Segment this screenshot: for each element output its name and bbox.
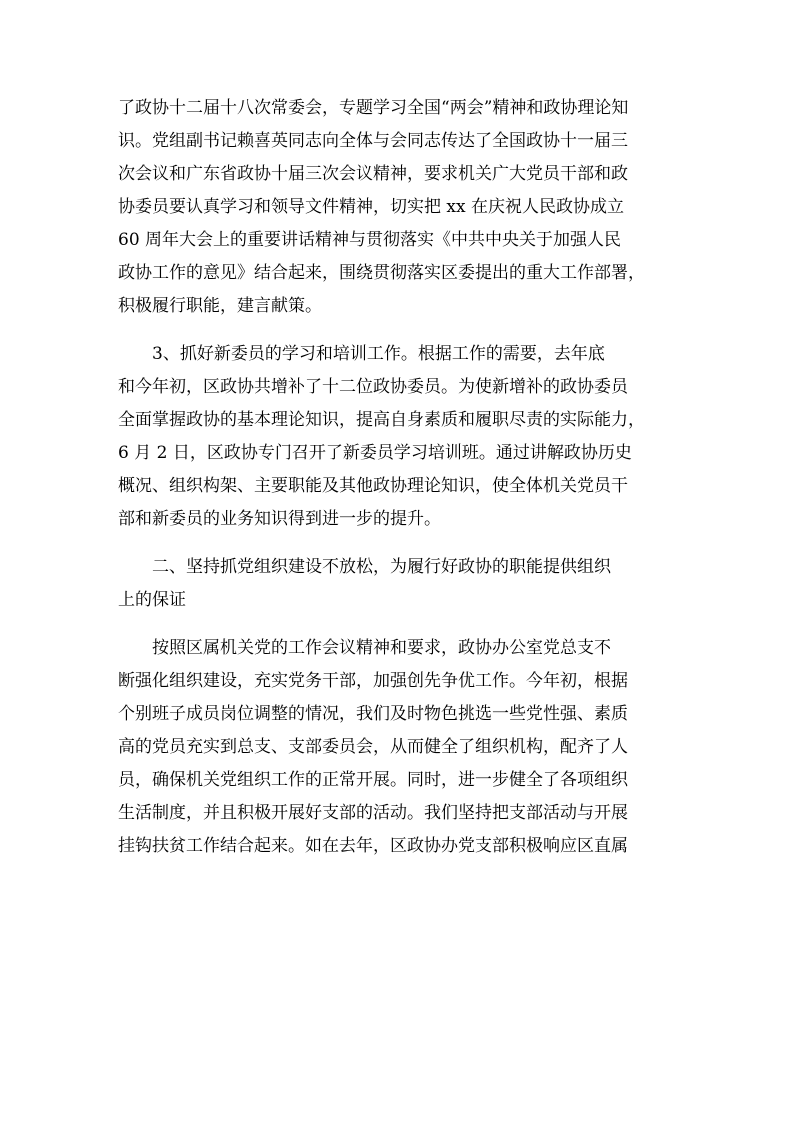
text-line: 政协工作的意见》结合起来，围绕贯彻落实区委提出的重大工作部署， (118, 263, 645, 283)
text-line: 和今年初，区政协共增补了十二位政协委员。为使新增补的政协委员 (118, 377, 628, 397)
text-line: 60 周年大会上的重要讲话精神与贯彻落实《中共中央关于加强人民 (118, 230, 622, 250)
text-line: 二、坚持抓党组织建设不放松，为履行好政协的职能提供组织 (152, 557, 611, 577)
text-line: 上的保证 (118, 590, 186, 610)
section-heading-2 (118, 551, 678, 617)
text-line: 断强化组织建设，充实党务干部，加强创先争优工作。今年初，根据 (118, 671, 628, 691)
text-line: 个别班子成员岗位调整的情况，我们及时物色挑选一些党性强、素质 (118, 704, 628, 724)
text-line: 次会议和广东省政协十届三次会议精神，要求机关广大党员干部和政 (118, 164, 628, 184)
document-body (118, 92, 678, 878)
text-line: 按照区属机关党的工作会议精神和要求，政协办公室党总支不 (152, 638, 611, 658)
text-line: 员，确保机关党组织工作的正常开展。同时，进一步健全了各项组织 (118, 770, 628, 790)
text-line: 概况、组织构架、主要职能及其他政协理论知识，使全体机关党员干 (118, 476, 628, 496)
text-line: 6 月 2 日，区政协专门召开了新委员学习培训班。通过讲解政协历史 (118, 443, 632, 463)
text-line: 高的党员充实到总支、支部委员会，从而健全了组织机构，配齐了人 (118, 737, 628, 757)
text-line: 了政协十二届十八次常委会，专题学习全国“两会”精神和政协理论知 (118, 98, 629, 118)
text-line: 部和新委员的业务知识得到进一步的提升。 (118, 509, 441, 529)
text-line: 识。党组副书记赖喜英同志向全体与会同志传达了全国政协十一届三 (118, 131, 628, 151)
text-line: 挂钩扶贫工作结合起来。如在去年，区政协办党支部积极响应区直属 (118, 836, 628, 856)
text-line: 积极履行职能，建言献策。 (118, 296, 322, 316)
paragraph-4 (118, 632, 678, 863)
paragraph-1 (118, 92, 678, 323)
paragraph-2 (118, 338, 678, 536)
text-line: 全面掌握政协的基本理论知识，提高自身素质和履职尽责的实际能力， (118, 410, 645, 430)
text-line: 生活制度，并且积极开展好支部的活动。我们坚持把支部活动与开展 (118, 803, 628, 823)
text-line: 协委员要认真学习和领导文件精神，切实把 xx 在庆祝人民政协成立 (118, 197, 624, 217)
text-line: 3、抓好新委员的学习和培训工作。根据工作的需要，去年底 (152, 344, 605, 364)
